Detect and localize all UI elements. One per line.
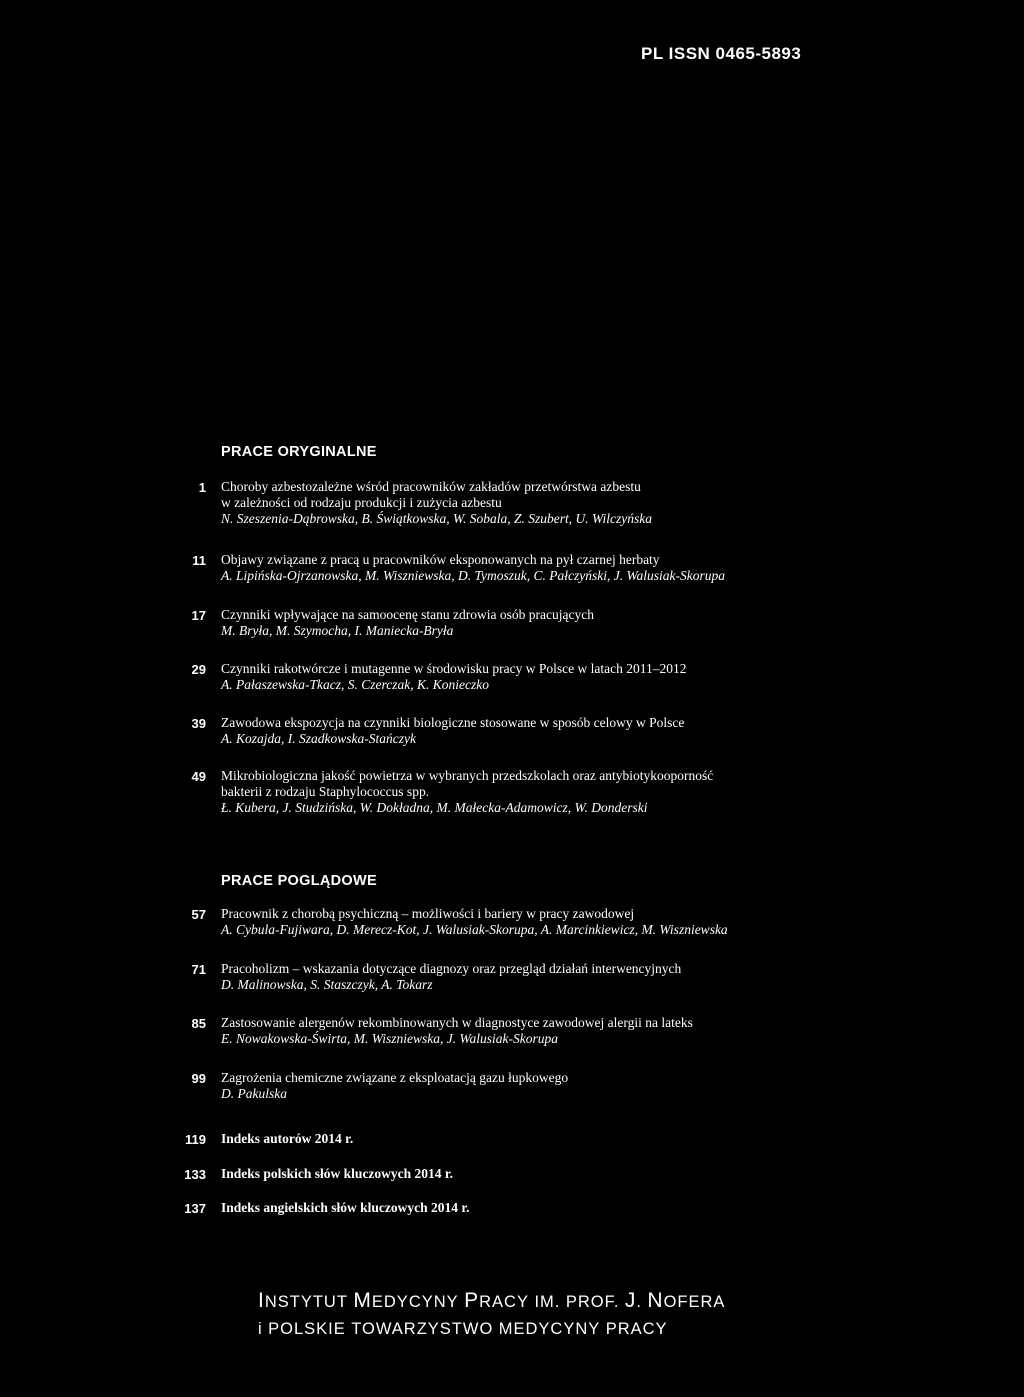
- footer-rest: EDYCYNY: [371, 1293, 459, 1311]
- footer-word: MEDYCYNY: [498, 1320, 601, 1338]
- page-number: 119: [185, 1132, 206, 1147]
- footer-word: [353, 1289, 459, 1312]
- footer-cap: M: [353, 1289, 372, 1312]
- footer-rest: .: [636, 1293, 642, 1311]
- entry-authors: M. Bryła, M. Szymocha, I. Maniecka-Bryła: [221, 623, 454, 638]
- entry-title-line: Pracoholizm – wskazania dotyczące diagnozy oraz przegląd działań interwencyjnych: [221, 961, 682, 976]
- entry-authors: D. Pakulska: [221, 1086, 287, 1101]
- entry-authors: N. Szeszenia-Dąbrowska, B. Świątkowska, W. Sobala, Z. Szubert, U. Wilczyńska: [221, 511, 652, 526]
- entry-authors: A. Kozajda, I. Szadkowska-Stańczyk: [221, 731, 416, 746]
- footer-rest: PROF.: [565, 1293, 620, 1311]
- entry-authors: E. Nowakowska-Świrta, M. Wiszniewska, J. Walusiak-Skorupa: [221, 1031, 558, 1046]
- page-number: 57: [191, 907, 206, 922]
- section-title-original: PRACE ORYGINALNE: [221, 444, 377, 460]
- entry-authors: A. Cybula-Fujiwara, D. Merecz-Kot, J. Walusiak-Skorupa, A. Marcinkiewicz, M. Wiszniewska: [221, 922, 728, 937]
- entry-title-line: Zagrożenia chemiczne związane z eksploatacją gazu łupkowego: [221, 1070, 569, 1085]
- footer-cap: N: [647, 1289, 664, 1312]
- footer-word: POLSKIE: [268, 1320, 346, 1338]
- footer-rest: OFERA: [663, 1293, 726, 1311]
- page-number: 39: [191, 716, 206, 731]
- footer-word: [464, 1289, 529, 1312]
- footer-word: [258, 1289, 348, 1312]
- footer-cap: J: [624, 1289, 637, 1312]
- footer-cap: I: [258, 1289, 265, 1312]
- entry-authors: Ł. Kubera, J. Studzińska, W. Dokładna, M. Małecka-Adamowicz, W. Donderski: [221, 800, 648, 815]
- publisher-line-1: [258, 1287, 725, 1316]
- page-number: 49: [191, 769, 206, 784]
- footer-cap: P: [464, 1289, 480, 1312]
- page-number: 1: [198, 480, 206, 495]
- footer-word: PRACY: [605, 1320, 668, 1338]
- footer-word: [647, 1289, 726, 1312]
- issn-label: PL ISSN 0465-5893: [641, 44, 802, 63]
- footer-word: TOWARZYSTWO: [351, 1320, 494, 1338]
- entry-authors: A. Lipińska-Ojrzanowska, M. Wiszniewska, D. Tymoszuk, C. Pałczyński, J. Walusiak-Skorupa: [221, 568, 725, 583]
- publisher-line-2: [258, 1316, 725, 1343]
- entry-title-line: w zależności od rodzaju produkcji i zużycia azbestu: [221, 495, 502, 510]
- index-title: Indeks angielskich słów kluczowych 2014 r.: [221, 1200, 470, 1215]
- page-number: 85: [191, 1016, 206, 1031]
- entry-title-line: Pracownik z chorobą psychiczną – możliwości i bariery w pracy zawodowej: [221, 906, 635, 921]
- page-number: 29: [191, 662, 206, 677]
- footer-word: [566, 1294, 620, 1311]
- entry-title-line: Choroby azbestozależne wśród pracowników zakładów przetwórstwa azbestu: [221, 479, 641, 494]
- footer-word: i: [258, 1320, 263, 1338]
- page-number: 99: [191, 1071, 206, 1086]
- page-number: 133: [184, 1167, 206, 1182]
- publisher-footer: [258, 1287, 725, 1343]
- page-number: 11: [192, 553, 206, 568]
- footer-rest: NSTYTUT: [264, 1293, 348, 1311]
- entry-authors: D. Malinowska, S. Staszczyk, A. Tokarz: [221, 977, 433, 992]
- entry-title-line: Zawodowa ekspozycja na czynniki biologiczne stosowane w sposób celowy w Polsce: [221, 715, 685, 730]
- page-number: 17: [191, 608, 206, 623]
- entry-title-line: Czynniki wpływające na samoocenę stanu zdrowia osób pracujących: [221, 607, 594, 622]
- index-title: Indeks autorów 2014 r.: [221, 1131, 354, 1146]
- page-number: 71: [191, 962, 206, 977]
- entry-title-line: bakterii z rodzaju Staphylococcus spp.: [221, 784, 430, 799]
- page-number: 137: [184, 1201, 206, 1216]
- footer-word: [624, 1289, 642, 1312]
- entry-title-line: Zastosowanie alergenów rekombinowanych w diagnostyce zawodowej alergii na lateks: [221, 1015, 693, 1030]
- entry-title-line: Mikrobiologiczna jakość powietrza w wybranych przedszkolach oraz antybiotykooporność: [221, 768, 714, 783]
- section-title-review: PRACE POGLĄDOWE: [221, 873, 377, 889]
- entry-authors: A. Pałaszewska-Tkacz, S. Czerczak, K. Konieczko: [221, 677, 489, 692]
- entry-title-line: Objawy związane z pracą u pracowników eksponowanych na pył czarnej herbaty: [221, 552, 660, 567]
- footer-rest: IM.: [534, 1293, 561, 1311]
- footer-word: [534, 1294, 560, 1311]
- footer-rest: RACY: [479, 1293, 529, 1311]
- index-title: Indeks polskich słów kluczowych 2014 r.: [221, 1166, 454, 1181]
- entry-title-line: Czynniki rakotwórcze i mutagenne w środowisku pracy w Polsce w latach 2011–2012: [221, 661, 687, 676]
